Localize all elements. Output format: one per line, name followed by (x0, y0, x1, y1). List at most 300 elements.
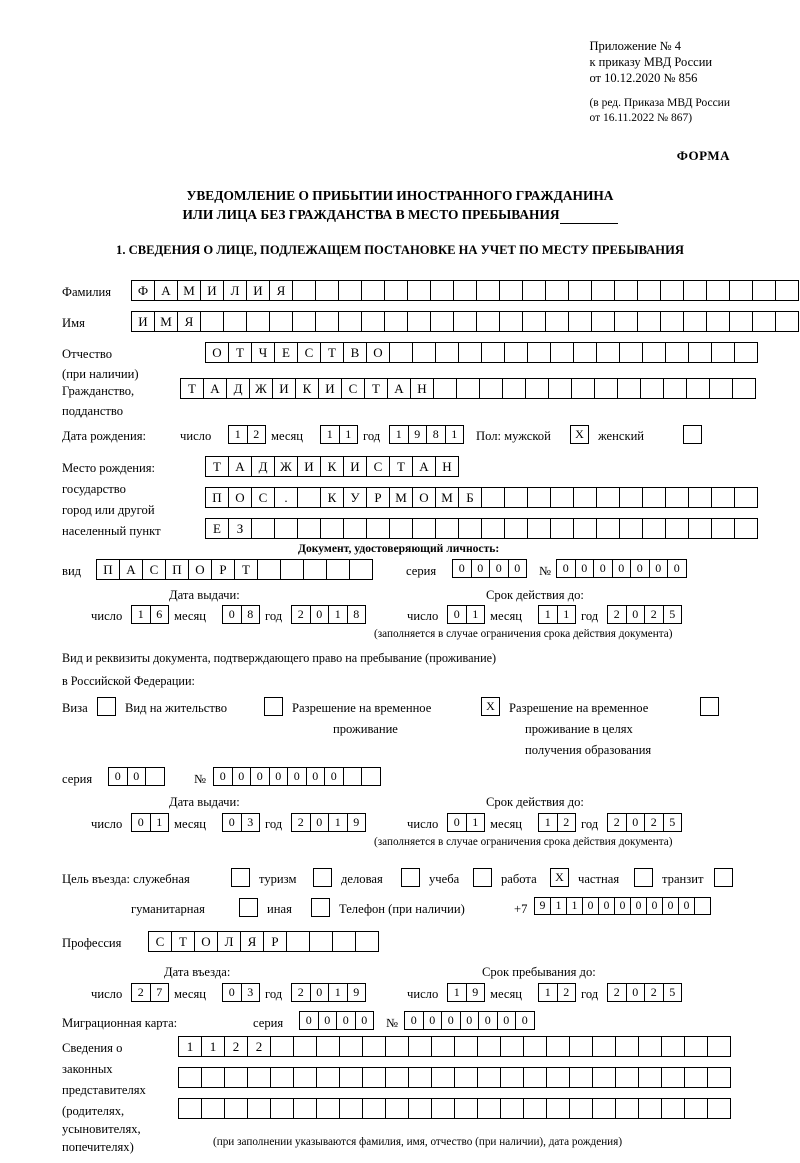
char-cell[interactable] (569, 1067, 593, 1088)
char-cell[interactable] (343, 518, 367, 539)
char-cell[interactable]: Т (364, 378, 388, 399)
char-cell[interactable] (178, 1067, 202, 1088)
char-cell[interactable]: 0 (515, 1011, 535, 1030)
char-cell[interactable] (408, 1098, 432, 1119)
char-cell[interactable] (694, 897, 711, 915)
char-cell[interactable]: 0 (646, 897, 663, 915)
char-cell[interactable]: Л (223, 280, 247, 301)
char-cell[interactable]: Р (366, 487, 390, 508)
char-cell[interactable] (729, 311, 753, 332)
checkbox-visa[interactable] (97, 697, 116, 716)
char-cell[interactable] (550, 342, 574, 363)
char-cell[interactable]: 1 (447, 983, 467, 1002)
char-cell[interactable]: 0 (131, 813, 151, 832)
checkbox-purpose-business[interactable] (401, 868, 420, 887)
char-cell[interactable]: 0 (626, 983, 646, 1002)
char-cell[interactable]: 2 (607, 983, 627, 1002)
char-cell[interactable] (573, 342, 597, 363)
char-cell[interactable]: . (274, 487, 298, 508)
char-cell[interactable] (499, 311, 523, 332)
char-cell[interactable] (251, 518, 275, 539)
char-cell[interactable]: 2 (557, 813, 577, 832)
checkbox-purpose-other[interactable] (311, 898, 330, 917)
char-cell[interactable] (412, 342, 436, 363)
char-cell[interactable] (571, 378, 595, 399)
checkbox-sex-female[interactable] (683, 425, 702, 444)
char-cell[interactable]: 0 (127, 767, 147, 786)
char-cell[interactable]: 0 (614, 897, 631, 915)
checkbox-purpose-transit[interactable] (714, 868, 733, 887)
char-cell[interactable]: К (295, 378, 319, 399)
char-cell[interactable]: Т (389, 456, 413, 477)
char-cell[interactable]: С (148, 931, 172, 952)
field-stay-day[interactable] (447, 983, 484, 1002)
char-cell[interactable] (640, 378, 664, 399)
char-cell[interactable]: 1 (538, 605, 558, 624)
char-cell[interactable]: Р (263, 931, 287, 952)
char-cell[interactable] (550, 487, 574, 508)
char-cell[interactable] (332, 931, 356, 952)
char-cell[interactable]: 2 (247, 1036, 271, 1057)
field-birth-year[interactable] (389, 425, 463, 444)
field-doc-valid-month[interactable] (538, 605, 575, 624)
char-cell[interactable]: И (343, 456, 367, 477)
field-migration-number[interactable] (404, 1011, 534, 1030)
char-cell[interactable] (385, 1098, 409, 1119)
char-cell[interactable] (523, 1036, 547, 1057)
char-cell[interactable] (454, 1036, 478, 1057)
char-cell[interactable] (775, 311, 799, 332)
char-cell[interactable] (734, 487, 758, 508)
char-cell[interactable] (638, 1098, 662, 1119)
char-cell[interactable]: Е (274, 342, 298, 363)
char-cell[interactable] (592, 1098, 616, 1119)
field-doc-number[interactable] (556, 559, 686, 578)
char-cell[interactable] (458, 518, 482, 539)
field-permit-valid-month[interactable] (538, 813, 575, 832)
char-cell[interactable] (270, 1098, 294, 1119)
char-cell[interactable] (316, 1098, 340, 1119)
char-cell[interactable] (686, 378, 710, 399)
char-cell[interactable]: 0 (310, 605, 330, 624)
char-cell[interactable]: 5 (663, 813, 683, 832)
char-cell[interactable] (500, 1067, 524, 1088)
char-cell[interactable]: 0 (423, 1011, 443, 1030)
char-cell[interactable] (361, 767, 381, 786)
char-cell[interactable] (592, 1036, 616, 1057)
char-cell[interactable] (178, 1098, 202, 1119)
char-cell[interactable] (361, 311, 385, 332)
char-cell[interactable]: 1 (178, 1036, 202, 1057)
char-cell[interactable]: 0 (306, 767, 326, 786)
char-cell[interactable]: Л (217, 931, 241, 952)
char-cell[interactable] (293, 1067, 317, 1088)
char-cell[interactable]: 0 (222, 813, 242, 832)
char-cell[interactable]: 0 (626, 813, 646, 832)
char-cell[interactable] (292, 280, 316, 301)
char-cell[interactable]: Д (251, 456, 275, 477)
char-cell[interactable] (297, 518, 321, 539)
char-cell[interactable]: Н (410, 378, 434, 399)
field-surname[interactable] (131, 280, 798, 301)
char-cell[interactable] (385, 1036, 409, 1057)
char-cell[interactable] (477, 1067, 501, 1088)
char-cell[interactable] (665, 342, 689, 363)
char-cell[interactable] (617, 378, 641, 399)
char-cell[interactable]: И (246, 280, 270, 301)
char-cell[interactable] (661, 1098, 685, 1119)
char-cell[interactable]: И (131, 311, 155, 332)
char-cell[interactable] (596, 487, 620, 508)
char-cell[interactable] (303, 559, 327, 580)
char-cell[interactable] (709, 378, 733, 399)
char-cell[interactable] (615, 1067, 639, 1088)
field-entry-day[interactable] (131, 983, 168, 1002)
char-cell[interactable] (362, 1098, 386, 1119)
char-cell[interactable] (246, 311, 270, 332)
char-cell[interactable]: Ж (249, 378, 273, 399)
char-cell[interactable] (546, 1098, 570, 1119)
char-cell[interactable]: С (341, 378, 365, 399)
char-cell[interactable]: Т (320, 342, 344, 363)
char-cell[interactable] (568, 311, 592, 332)
char-cell[interactable] (384, 311, 408, 332)
char-cell[interactable] (320, 518, 344, 539)
char-cell[interactable]: И (200, 280, 224, 301)
char-cell[interactable] (339, 1036, 363, 1057)
char-cell[interactable] (660, 280, 684, 301)
char-cell[interactable] (361, 280, 385, 301)
char-cell[interactable] (596, 518, 620, 539)
char-cell[interactable]: О (228, 487, 252, 508)
char-cell[interactable]: Б (458, 487, 482, 508)
char-cell[interactable] (504, 487, 528, 508)
char-cell[interactable] (665, 518, 689, 539)
char-cell[interactable]: Р (211, 559, 235, 580)
char-cell[interactable] (522, 311, 546, 332)
field-permit-valid-year[interactable] (607, 813, 681, 832)
char-cell[interactable]: 0 (626, 605, 646, 624)
char-cell[interactable] (734, 342, 758, 363)
char-cell[interactable] (408, 1036, 432, 1057)
char-cell[interactable]: Ч (251, 342, 275, 363)
field-entry-month[interactable] (222, 983, 259, 1002)
char-cell[interactable] (223, 311, 247, 332)
checkbox-temp-residence[interactable]: X (481, 697, 500, 716)
field-birth-month[interactable] (320, 425, 357, 444)
char-cell[interactable] (546, 1036, 570, 1057)
char-cell[interactable]: 5 (663, 605, 683, 624)
char-cell[interactable] (269, 311, 293, 332)
checkbox-purpose-study[interactable] (473, 868, 492, 887)
char-cell[interactable] (591, 311, 615, 332)
char-cell[interactable] (546, 1067, 570, 1088)
char-cell[interactable] (293, 1098, 317, 1119)
checkbox-sex-male[interactable]: X (570, 425, 589, 444)
checkbox-purpose-service[interactable] (231, 868, 250, 887)
char-cell[interactable] (619, 487, 643, 508)
checkbox-temp-residence-edu[interactable] (700, 697, 719, 716)
char-cell[interactable] (435, 518, 459, 539)
char-cell[interactable]: 9 (466, 983, 486, 1002)
char-cell[interactable] (527, 518, 551, 539)
char-cell[interactable]: 0 (630, 559, 650, 578)
field-birthplace-city-row-1[interactable] (205, 487, 757, 508)
char-cell[interactable]: 0 (232, 767, 252, 786)
char-cell[interactable] (661, 1067, 685, 1088)
checkbox-residence-permit[interactable] (264, 697, 283, 716)
char-cell[interactable] (642, 487, 666, 508)
char-cell[interactable] (338, 280, 362, 301)
char-cell[interactable]: О (205, 342, 229, 363)
char-cell[interactable] (458, 342, 482, 363)
char-cell[interactable]: У (343, 487, 367, 508)
char-cell[interactable] (711, 487, 735, 508)
char-cell[interactable]: Т (171, 931, 195, 952)
char-cell[interactable]: А (119, 559, 143, 580)
char-cell[interactable] (309, 931, 333, 952)
field-doc-issue-day[interactable] (131, 605, 168, 624)
char-cell[interactable]: 0 (678, 897, 695, 915)
char-cell[interactable]: 2 (291, 605, 311, 624)
field-doc-valid-year[interactable] (607, 605, 681, 624)
char-cell[interactable] (665, 487, 689, 508)
char-cell[interactable] (688, 487, 712, 508)
field-citizenship[interactable] (180, 378, 755, 399)
char-cell[interactable] (339, 1098, 363, 1119)
char-cell[interactable]: 0 (556, 559, 576, 578)
char-cell[interactable] (614, 311, 638, 332)
char-cell[interactable]: 0 (662, 897, 679, 915)
char-cell[interactable] (366, 518, 390, 539)
field-legal-rep-row-1[interactable] (178, 1036, 730, 1057)
char-cell[interactable]: 0 (108, 767, 128, 786)
char-cell[interactable] (257, 559, 281, 580)
char-cell[interactable]: 2 (291, 813, 311, 832)
char-cell[interactable] (523, 1067, 547, 1088)
char-cell[interactable]: 0 (250, 767, 270, 786)
char-cell[interactable]: М (154, 311, 178, 332)
char-cell[interactable] (502, 378, 526, 399)
char-cell[interactable] (619, 518, 643, 539)
char-cell[interactable]: М (389, 487, 413, 508)
char-cell[interactable]: 8 (426, 425, 446, 444)
char-cell[interactable]: 2 (247, 425, 267, 444)
char-cell[interactable] (224, 1098, 248, 1119)
char-cell[interactable]: О (412, 487, 436, 508)
char-cell[interactable]: 1 (466, 813, 486, 832)
char-cell[interactable] (615, 1036, 639, 1057)
char-cell[interactable] (385, 1067, 409, 1088)
char-cell[interactable]: 5 (663, 983, 683, 1002)
char-cell[interactable]: Т (180, 378, 204, 399)
char-cell[interactable]: 0 (489, 559, 509, 578)
char-cell[interactable] (431, 1098, 455, 1119)
char-cell[interactable]: 1 (150, 813, 170, 832)
char-cell[interactable]: Т (228, 342, 252, 363)
char-cell[interactable] (545, 311, 569, 332)
char-cell[interactable]: М (177, 280, 201, 301)
field-stay-year[interactable] (607, 983, 681, 1002)
char-cell[interactable] (500, 1098, 524, 1119)
char-cell[interactable] (592, 1067, 616, 1088)
char-cell[interactable] (389, 342, 413, 363)
char-cell[interactable] (292, 311, 316, 332)
char-cell[interactable]: 1 (131, 605, 151, 624)
char-cell[interactable] (408, 1067, 432, 1088)
char-cell[interactable]: А (228, 456, 252, 477)
char-cell[interactable]: 9 (347, 813, 367, 832)
char-cell[interactable] (729, 280, 753, 301)
char-cell[interactable] (573, 487, 597, 508)
char-cell[interactable] (286, 931, 310, 952)
char-cell[interactable]: 0 (447, 813, 467, 832)
char-cell[interactable]: 0 (593, 559, 613, 578)
char-cell[interactable]: О (188, 559, 212, 580)
char-cell[interactable]: 3 (241, 983, 261, 1002)
char-cell[interactable] (315, 280, 339, 301)
char-cell[interactable] (315, 311, 339, 332)
char-cell[interactable] (637, 280, 661, 301)
char-cell[interactable]: 1 (339, 425, 359, 444)
char-cell[interactable] (316, 1067, 340, 1088)
field-doc-valid-day[interactable] (447, 605, 484, 624)
char-cell[interactable]: 0 (222, 983, 242, 1002)
char-cell[interactable] (407, 311, 431, 332)
char-cell[interactable]: 7 (150, 983, 170, 1002)
char-cell[interactable]: 2 (557, 983, 577, 1002)
char-cell[interactable] (384, 280, 408, 301)
char-cell[interactable]: 1 (201, 1036, 225, 1057)
char-cell[interactable] (477, 1098, 501, 1119)
char-cell[interactable] (430, 280, 454, 301)
char-cell[interactable]: З (228, 518, 252, 539)
char-cell[interactable] (454, 1067, 478, 1088)
field-phone[interactable] (534, 897, 710, 915)
field-patronymic[interactable] (205, 342, 757, 363)
char-cell[interactable]: К (320, 456, 344, 477)
char-cell[interactable]: 2 (131, 983, 151, 1002)
char-cell[interactable] (752, 311, 776, 332)
char-cell[interactable] (389, 518, 413, 539)
char-cell[interactable] (412, 518, 436, 539)
char-cell[interactable]: Ф (131, 280, 155, 301)
char-cell[interactable]: 0 (213, 767, 233, 786)
char-cell[interactable]: 8 (241, 605, 261, 624)
char-cell[interactable]: 0 (508, 559, 528, 578)
char-cell[interactable] (479, 378, 503, 399)
char-cell[interactable]: 0 (630, 897, 647, 915)
char-cell[interactable] (355, 931, 379, 952)
char-cell[interactable] (734, 518, 758, 539)
char-cell[interactable] (476, 280, 500, 301)
char-cell[interactable]: 0 (460, 1011, 480, 1030)
char-cell[interactable] (456, 378, 480, 399)
char-cell[interactable] (293, 1036, 317, 1057)
char-cell[interactable] (683, 311, 707, 332)
char-cell[interactable]: 0 (324, 767, 344, 786)
char-cell[interactable]: 0 (582, 897, 599, 915)
char-cell[interactable] (297, 487, 321, 508)
char-cell[interactable] (224, 1067, 248, 1088)
char-cell[interactable] (706, 280, 730, 301)
char-cell[interactable]: 0 (478, 1011, 498, 1030)
char-cell[interactable] (525, 378, 549, 399)
char-cell[interactable]: С (251, 487, 275, 508)
char-cell[interactable]: 1 (466, 605, 486, 624)
char-cell[interactable]: И (318, 378, 342, 399)
char-cell[interactable] (527, 487, 551, 508)
char-cell[interactable]: 8 (347, 605, 367, 624)
char-cell[interactable] (660, 311, 684, 332)
char-cell[interactable] (316, 1036, 340, 1057)
char-cell[interactable] (775, 280, 799, 301)
char-cell[interactable] (596, 342, 620, 363)
char-cell[interactable]: 9 (534, 897, 551, 915)
char-cell[interactable] (684, 1036, 708, 1057)
char-cell[interactable]: 0 (447, 605, 467, 624)
char-cell[interactable]: 2 (224, 1036, 248, 1057)
char-cell[interactable] (752, 280, 776, 301)
char-cell[interactable]: 0 (598, 897, 615, 915)
char-cell[interactable]: Ж (274, 456, 298, 477)
char-cell[interactable] (522, 280, 546, 301)
char-cell[interactable] (707, 1067, 731, 1088)
char-cell[interactable] (431, 1067, 455, 1088)
char-cell[interactable]: 1 (550, 897, 567, 915)
char-cell[interactable]: К (320, 487, 344, 508)
char-cell[interactable]: 0 (310, 813, 330, 832)
char-cell[interactable] (661, 1036, 685, 1057)
field-doc-issue-month[interactable] (222, 605, 259, 624)
char-cell[interactable]: Я (269, 280, 293, 301)
char-cell[interactable]: 0 (441, 1011, 461, 1030)
char-cell[interactable]: 0 (667, 559, 687, 578)
char-cell[interactable] (615, 1098, 639, 1119)
char-cell[interactable] (711, 342, 735, 363)
char-cell[interactable]: 1 (538, 813, 558, 832)
char-cell[interactable]: А (154, 280, 178, 301)
char-cell[interactable] (711, 518, 735, 539)
field-name[interactable] (131, 311, 798, 332)
char-cell[interactable]: 0 (497, 1011, 517, 1030)
field-birthplace-city-row-2[interactable] (205, 518, 757, 539)
char-cell[interactable]: 2 (644, 605, 664, 624)
char-cell[interactable] (500, 1036, 524, 1057)
char-cell[interactable] (594, 378, 618, 399)
char-cell[interactable] (435, 342, 459, 363)
char-cell[interactable]: 1 (228, 425, 248, 444)
char-cell[interactable] (707, 1036, 731, 1057)
char-cell[interactable] (431, 1036, 455, 1057)
char-cell[interactable]: О (194, 931, 218, 952)
char-cell[interactable] (591, 280, 615, 301)
char-cell[interactable]: 0 (310, 983, 330, 1002)
char-cell[interactable]: 2 (291, 983, 311, 1002)
char-cell[interactable]: 0 (404, 1011, 424, 1030)
char-cell[interactable] (270, 1067, 294, 1088)
char-cell[interactable]: 1 (538, 983, 558, 1002)
char-cell[interactable] (683, 280, 707, 301)
char-cell[interactable]: 1 (328, 983, 348, 1002)
field-legal-rep-row-2[interactable] (178, 1067, 730, 1088)
char-cell[interactable] (663, 378, 687, 399)
field-permit-issue-year[interactable] (291, 813, 365, 832)
field-permit-number[interactable] (213, 767, 380, 786)
char-cell[interactable]: А (387, 378, 411, 399)
char-cell[interactable]: М (435, 487, 459, 508)
char-cell[interactable] (270, 1036, 294, 1057)
